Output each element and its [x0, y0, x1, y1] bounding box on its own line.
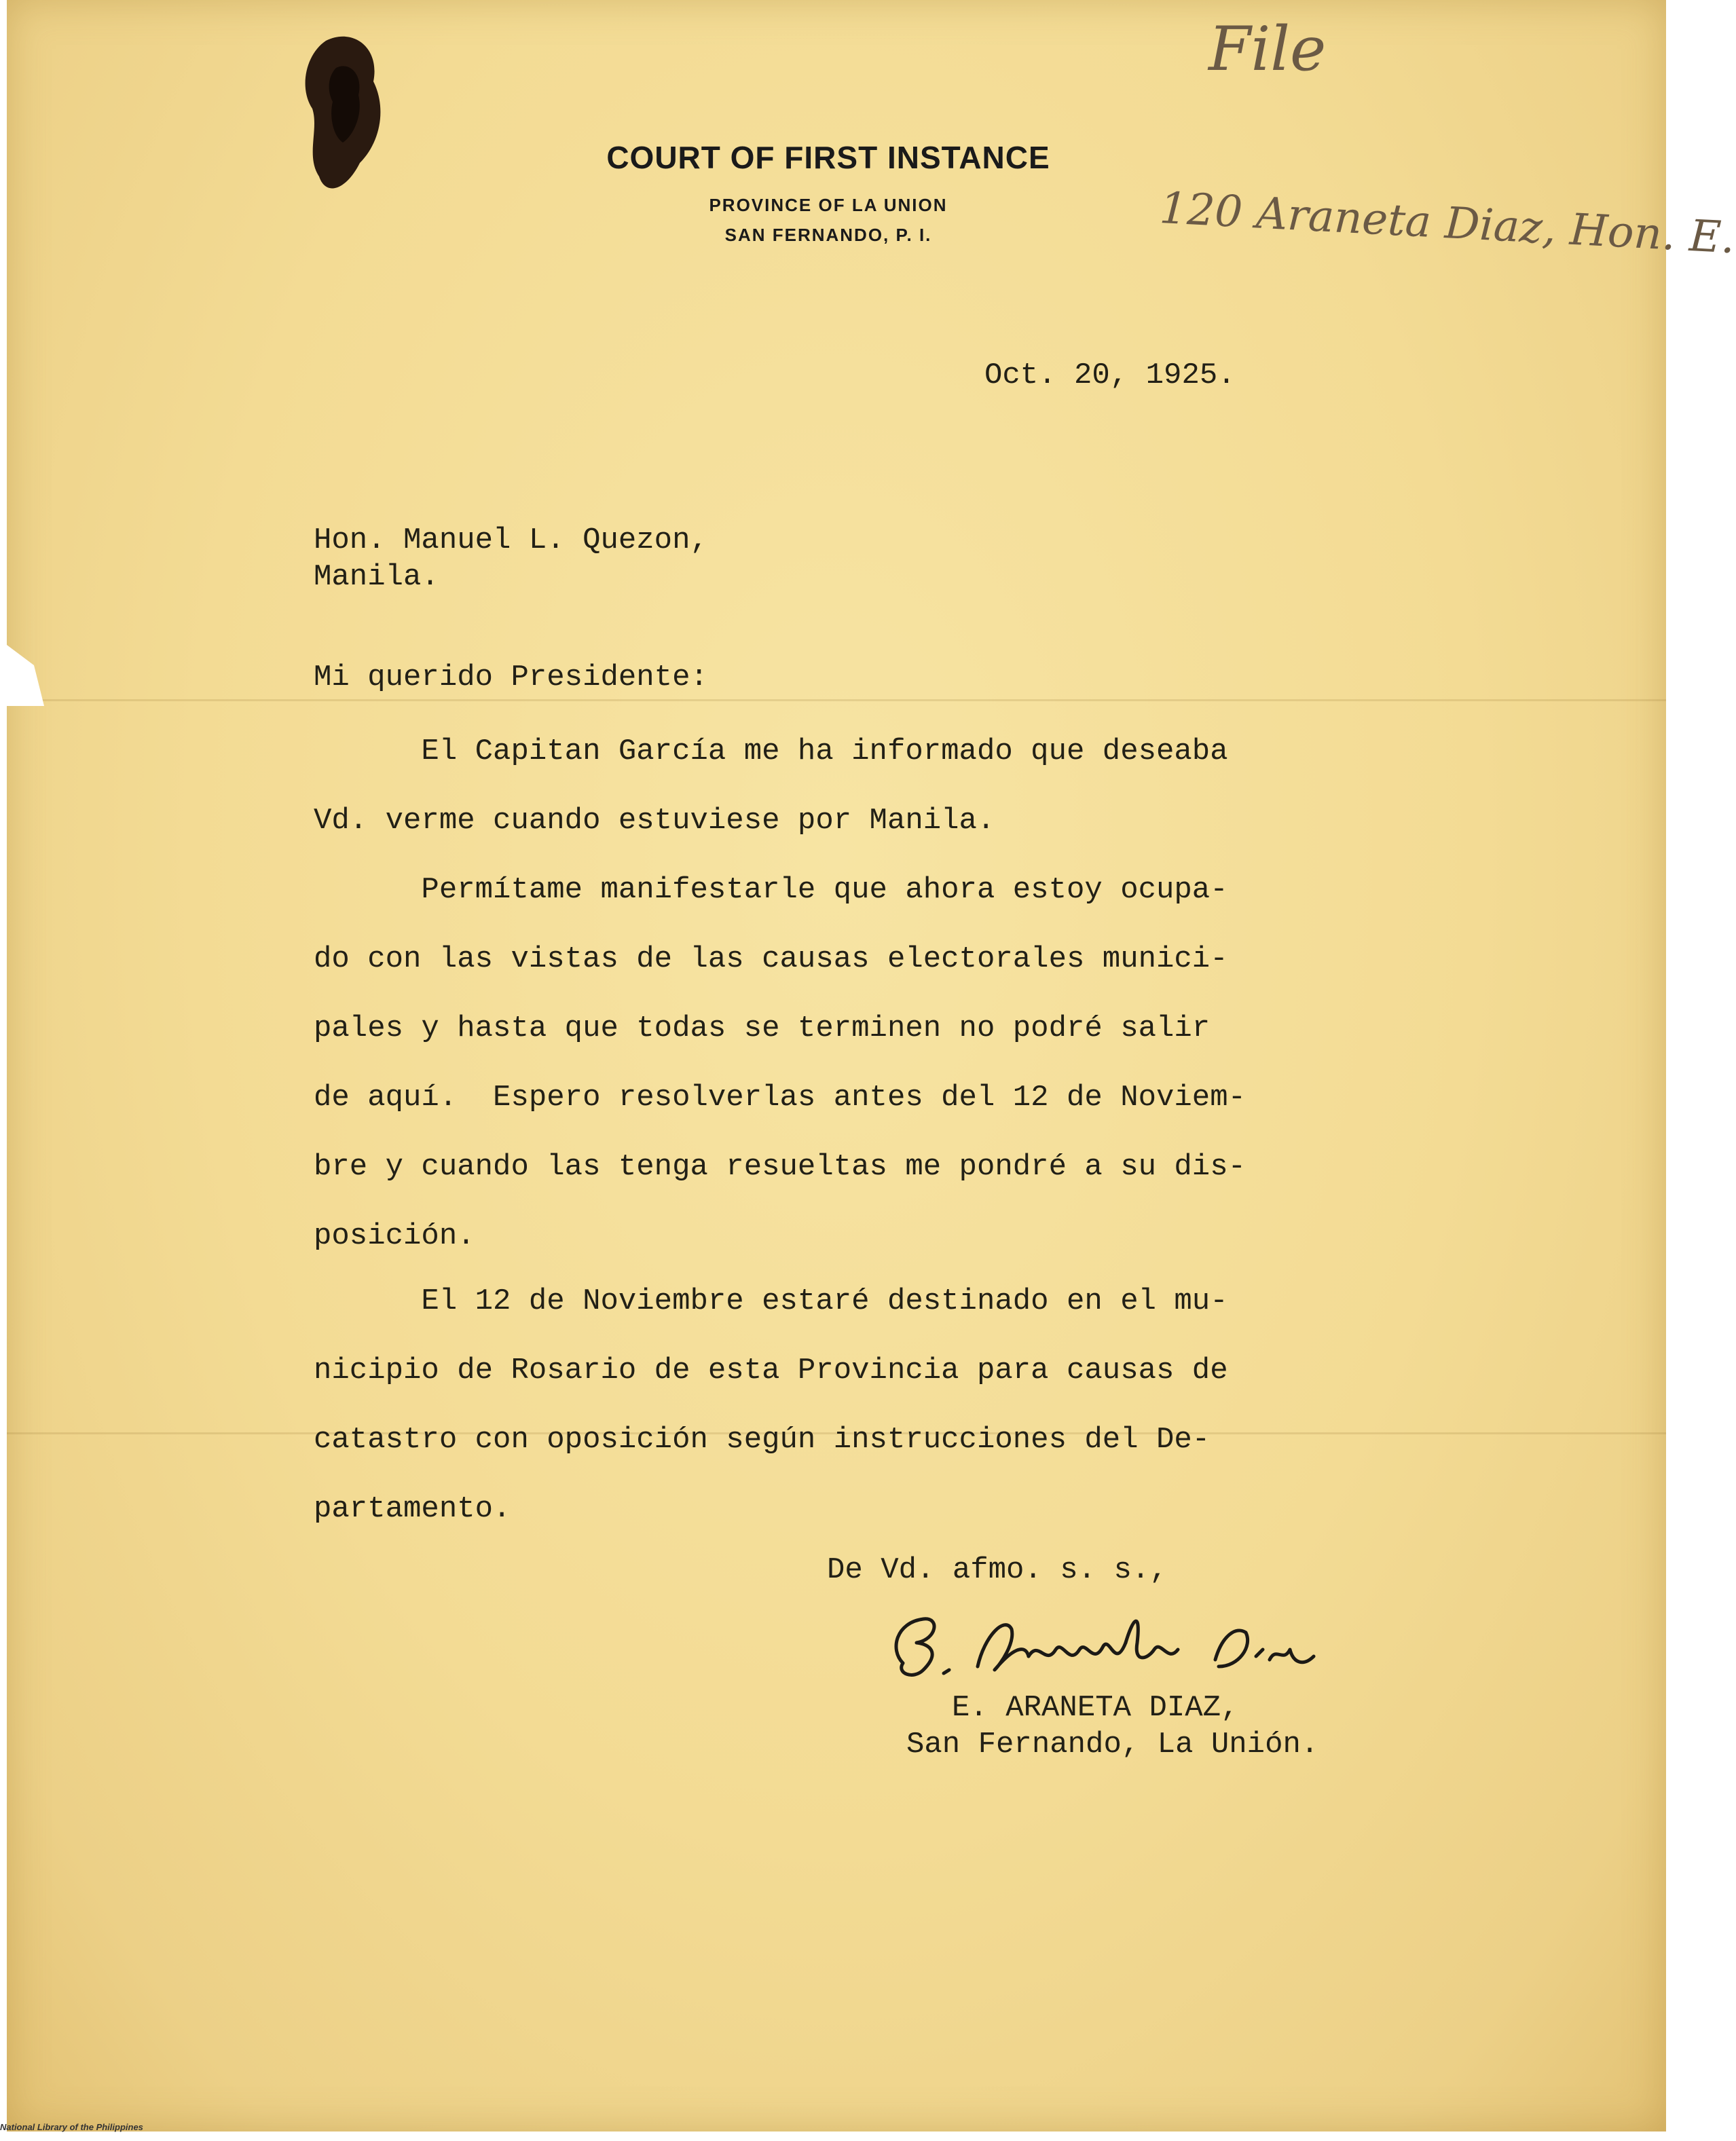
court-province: PROVINCE OF LA UNION — [709, 195, 948, 215]
text-line: pales y hasta que todas se terminen no podré salir — [314, 1011, 1211, 1045]
signer-place: San Fernando, La Unión. — [906, 1728, 1319, 1762]
text-line: Permítame manifestarle que ahora estoy ocupa- — [314, 873, 1228, 907]
court-location: SAN FERNANDO, P. I. — [724, 225, 932, 245]
text-line: do con las vistas de las causas electorales munici- — [314, 942, 1228, 976]
burn-mark — [299, 27, 394, 204]
signer-name: E. ARANETA DIAZ, — [952, 1691, 1239, 1725]
fold-line — [7, 699, 1666, 701]
letter-page — [7, 0, 1736, 2131]
paragraph — [314, 855, 1386, 1271]
court-name: COURT OF FIRST INSTANCE — [606, 140, 1050, 175]
closing: De Vd. afmo. s. s., — [827, 1553, 1168, 1587]
recipient-city: Manila. — [314, 560, 439, 594]
text-line: de aquí. Espero resolverlas antes del 12 de Noviem- — [314, 1081, 1246, 1115]
text-line: catastro con oposición según instrucciones del De- — [314, 1423, 1211, 1457]
text-line: nicipio de Rosario de esta Provincia para causas de — [314, 1354, 1228, 1388]
text-line: El Capitan García me ha informado que deseaba — [314, 734, 1228, 768]
letterhead — [482, 136, 1175, 250]
paragraph — [314, 717, 1386, 855]
text-line: posición. — [314, 1219, 475, 1253]
letter-date: Oct. 20, 1925. — [984, 358, 1236, 392]
handwritten-file-note: File — [1208, 14, 1327, 85]
recipient-name: Hon. Manuel L. Quezon, — [314, 523, 708, 557]
paragraph — [314, 1267, 1386, 1544]
text-line: partamento. — [314, 1492, 511, 1526]
archive-credit: National Library of the Philippines — [0, 2122, 143, 2132]
text-line: El 12 de Noviembre estaré destinado en el mu- — [314, 1284, 1228, 1318]
text-line: Vd. verme cuando estuviese por Manila. — [314, 804, 995, 838]
handwritten-signature — [876, 1602, 1324, 1690]
text-line: bre y cuando las tenga resueltas me pondré a su dis- — [314, 1150, 1246, 1184]
handwritten-file-reference: 120 Araneta Diaz, Hon. E. — [1158, 183, 1736, 264]
salutation: Mi querido Presidente: — [314, 660, 708, 694]
torn-edge — [7, 645, 48, 706]
